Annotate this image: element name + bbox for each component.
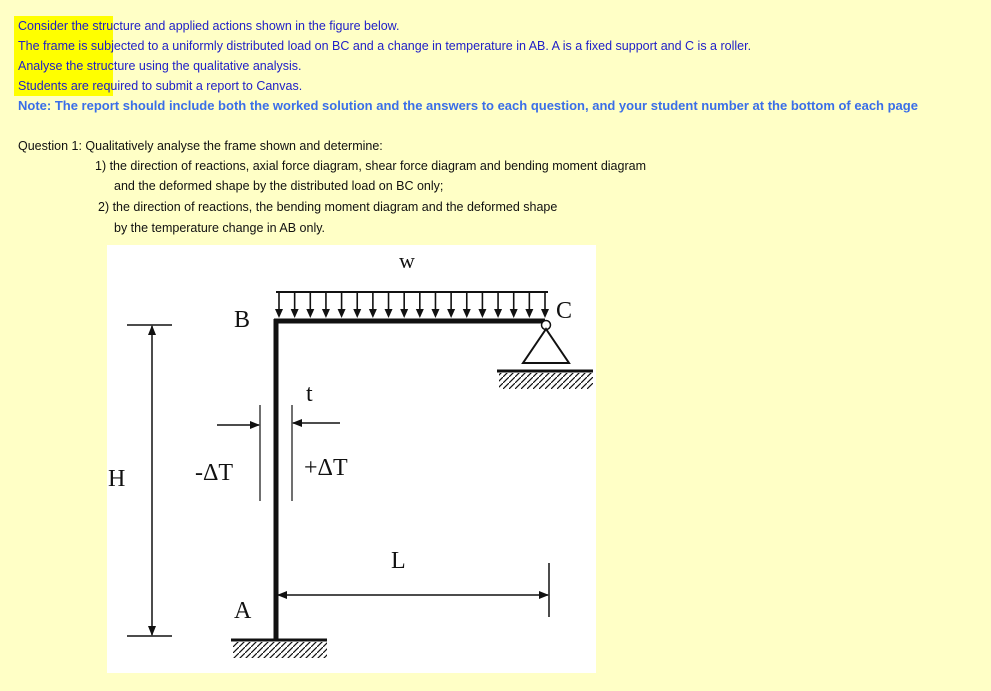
note-line: Note: The report should include both the worked solution and the answers to each question, and your student number at the bottom of each page: [18, 98, 918, 113]
udl-arrow-head: [275, 309, 283, 318]
udl-arrow-head: [306, 309, 314, 318]
udl-arrow-head: [431, 309, 439, 318]
question-item-1a: 1) the direction of reactions, axial force diagram, shear force diagram and bending moment diagram: [95, 159, 646, 173]
intro-line-3: Analyse the structure using the qualitative analysis.: [18, 59, 302, 73]
frame-figure: [107, 245, 596, 673]
roller-ground-hatch: [499, 373, 593, 389]
label-w: w: [399, 248, 415, 273]
label-b: B: [234, 307, 251, 333]
udl-arrow-head: [541, 309, 549, 318]
roller-triangle: [523, 329, 569, 363]
udl-arrow-head: [291, 309, 299, 318]
udl-arrow-head: [510, 309, 518, 318]
label-h: H: [108, 466, 126, 492]
udl-arrow-head: [447, 309, 455, 318]
udl-arrow-head: [369, 309, 377, 318]
intro-line-2: The frame is subjected to a uniformly distributed load on BC and a change in temperature in AB. A is a fixed support and C is a roller.: [18, 39, 752, 53]
frame-diagram: [107, 245, 596, 673]
udl-arrow-head: [385, 309, 393, 318]
intro-line-4: Students are required to submit a report to Canvas.: [18, 79, 303, 93]
question-item-1b: and the deformed shape by the distributed load on BC only;: [114, 179, 444, 193]
intro-line-1: Consider the structure and applied actions shown in the figure below.: [18, 19, 400, 33]
udl-arrow-head: [525, 309, 533, 318]
udl-arrow-head: [322, 309, 330, 318]
udl-arrows: [275, 293, 549, 318]
fixed-support-hatch: [233, 642, 327, 658]
udl-arrow-head: [338, 309, 346, 318]
udl-arrow-head: [463, 309, 471, 318]
udl-arrow-head: [416, 309, 424, 318]
question-item-2b: by the temperature change in AB only.: [114, 221, 326, 235]
question-item-2a: 2) the direction of reactions, the bending moment diagram and the deformed shape: [98, 200, 558, 214]
label-minus-dt: -ΔT: [195, 460, 234, 486]
udl-arrow-head: [494, 309, 502, 318]
question-title: Question 1: Qualitatively analyse the frame shown and determine:: [18, 139, 383, 153]
udl-arrow-head: [400, 309, 408, 318]
label-a: A: [234, 598, 252, 624]
label-c: C: [556, 298, 573, 324]
label-t: t: [306, 381, 313, 407]
udl-arrow-head: [353, 309, 361, 318]
label-plus-dt: +ΔT: [304, 455, 348, 481]
udl-arrow-head: [478, 309, 486, 318]
label-l: L: [391, 548, 406, 574]
